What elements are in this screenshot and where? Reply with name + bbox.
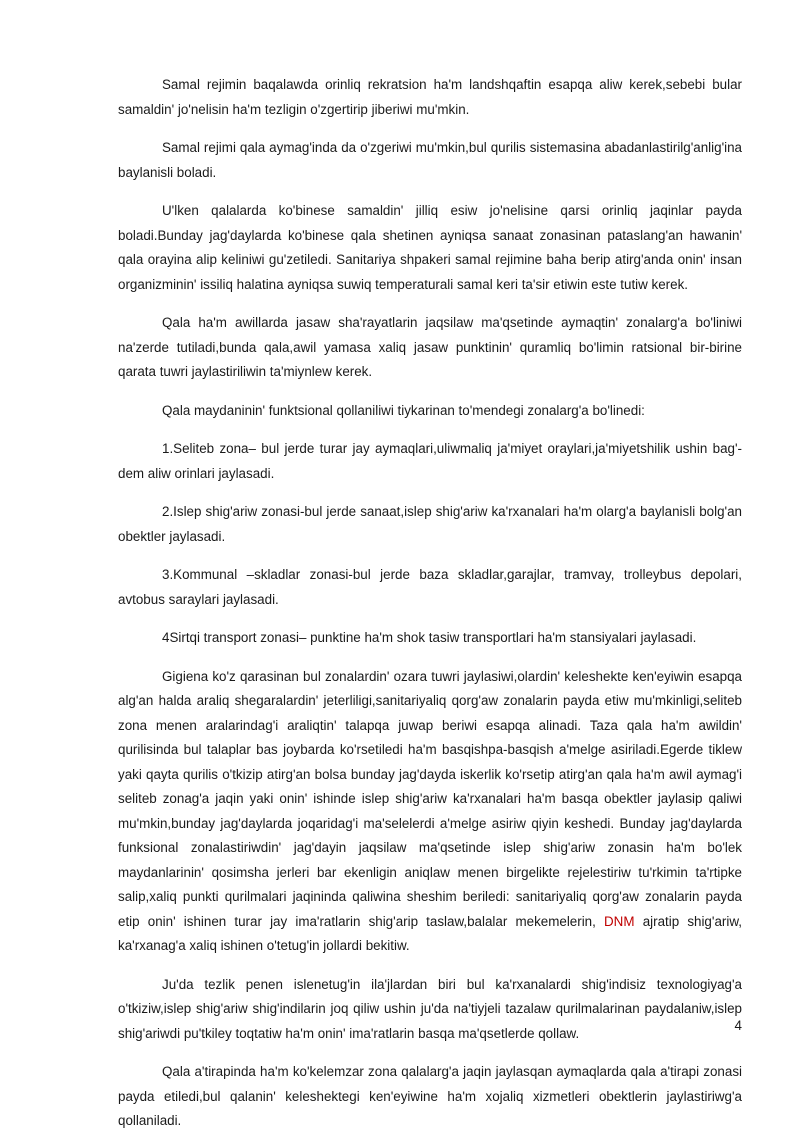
paragraph-zone-industrial: 2.Islep shig'ariw zonasi-bul jerde sanaat,islep shig'ariw ka'rxanalari ha'm olarg'a baylanisli bolg'an obektler jaylasadi. [118, 504, 742, 544]
paragraph-large-cities: U'lken qalalarda ko'binese samaldin' jilliq esiw jo'nelisine qarsi orinliq jaqinlar payda boladi.Bunday jag'daylarda ko'binese qala shetinen ayniqsa sanaat zonasinan pataslang'an hawanin' qala orayina alip keliniwi gu'zetiledi. Sanitariya shpakeri samal rejimine baha berip atirg'anda onin' insan organizminin' issiliq halatina ayniqsa suwiq temperaturali samal keri ta'sir etiwin este tutiw kerek. [118, 203, 742, 292]
page-number: 4 [734, 1018, 742, 1033]
paragraph-zones-intro: Qala maydaninin' funktsional qollaniliwi tiykarinan to'mendegi zonalarg'a bo'linedi: [162, 402, 645, 418]
highlighted-term-dnm: DNM [604, 913, 635, 929]
paragraph-suburban-zone: Qala a'tirapinda ha'm ko'kelemzar zona qalalarg'a jaqin jaylasqan aymaqlarda qala a'tirapi zonasi payda etiledi,bul qalanin' keleshektegi ken'eyiwine ha'm xojaliq xizmetleri obektlerin jaylastiriwg'a qollaniladi. [118, 1064, 742, 1128]
paragraph-zone-communal: 3.Kommunal –skladlar zonasi-bul jerde baza skladlar,garajlar, tramvay, trolleybus depolari, avtobus saraylari jaylasadi. [118, 567, 742, 607]
hygiene-text: Gigiena ko'z qarasinan bul zonalardin' ozara tuwri jaylasiwi,olardin' keleshekte ken'eyiwin esapqa alg'an halda araliq shegaralardin' jeterliligi,sanitariyaliq qorg'aw zonalarin payda etiw mu'mkinligi,seliteb zona menen aralarindag'i araliqtin' talapqa juwap beriwi esapqa alinadi. Taza qala ha'm awildin' qurilisinda bul talaplar bas joybarda ko'rsetiledi ha'm basqishpa-basqish a'melge asiriladi.Egerde tiklew yaki qayta qurilis o'tkizip atirg'an bolsa bunday jag'dayda iskerlik ko'rsetip atirg'an qala ha'm awil aymag'i seliteb zonag'a jaqin yaki onin' ishinde islep shig'ariw ka'rxanalari ha'm basqa obektler jaylasip qaliwi mu'mkin,bunday jag'daylarda joqaridag'i ma'selelerdi a'melge asiriw qiyin keshedi. Bunday jag'daylarda funksional zonalastiriwdin' jag'dayin jaqsilaw ma'qsetinde islep shig'ariw zonasin ha'm bo'lek maydanlarinin' qosimsha jerleri bar ekenligin aniqlaw menen birgelikte rejelestiriw tu'rkimin ta'rtipke salip,xaliq punkti qurilmalari jaqininda qaliwina sheshim beriledi: sanitariyaliq qorg'aw zonalarin payda etip onin' ishinen turar jay ima'ratlarin shig'arip taslaw,balalar mekemelerin, [118, 668, 742, 929]
paragraph-wasteless-tech: Ju'da tezlik penen islenetug'in ila'jlardan biri bul ka'rxanalardi shig'indisiz texnologiyag'a o'tkiziw,islep shig'ariw shig'indilarin joq qiliw ushin ju'da na'tiyjeli tazalaw qurilmalarinan paydalaniw,islep shig'ariwdi pu'tkiley toqtatiw ha'm onin' ima'ratlarin basqa ma'qsetlerde qollaw. [118, 976, 742, 1041]
hygiene-text-end: ajratip shig'ariw, ka'rxanag'a xaliq ishinen o'tetug'in jollardi bekitiw. [118, 913, 742, 953]
paragraph-zone-transport: 4Sirtqi transport zonasi– punktine ha'm shok tasiw transportlari ha'm stansiyalari jaylasadi. [162, 630, 697, 645]
paragraph-wind-regime-city: Samal rejimi qala aymag'inda da o'zgeriwi mu'mkin,bul qurilis sistemasina abadanlastirilg'anlig'ina baylanisli boladi. [118, 140, 742, 180]
paragraph-zone-seliteb: 1.Seliteb zona– bul jerde turar jay aymaqlari,uliwmaliq ja'miyet oraylari,ja'miyetshilik ushin bag'-dem aliw orinlari jaylasadi. [118, 441, 742, 481]
document-body [118, 73, 742, 1148]
paragraph-wind-regime-recreation: Samal rejimin baqalawda orinliq rekratsion ha'm landshqaftin esapqa aliw kerek,sebebi bular samaldin' jo'nelisin ha'm tezligin o'zgertirip jiberiwi mu'mkin. [118, 77, 742, 117]
paragraph-hygiene [118, 665, 742, 959]
paragraph-zoning-purpose: Qala ha'm awillarda jasaw sha'rayatlarin jaqsilaw ma'qsetinde aymaqtin' zonalarg'a bo'liniwi na'zerde tutiladi,bunda qala,awil yamasa xaliq jasaw punktinin' quramliq bo'limin ratsional bir-birine qarata tuwri jaylastiriliwin ta'miynlew kerek. [118, 315, 742, 379]
